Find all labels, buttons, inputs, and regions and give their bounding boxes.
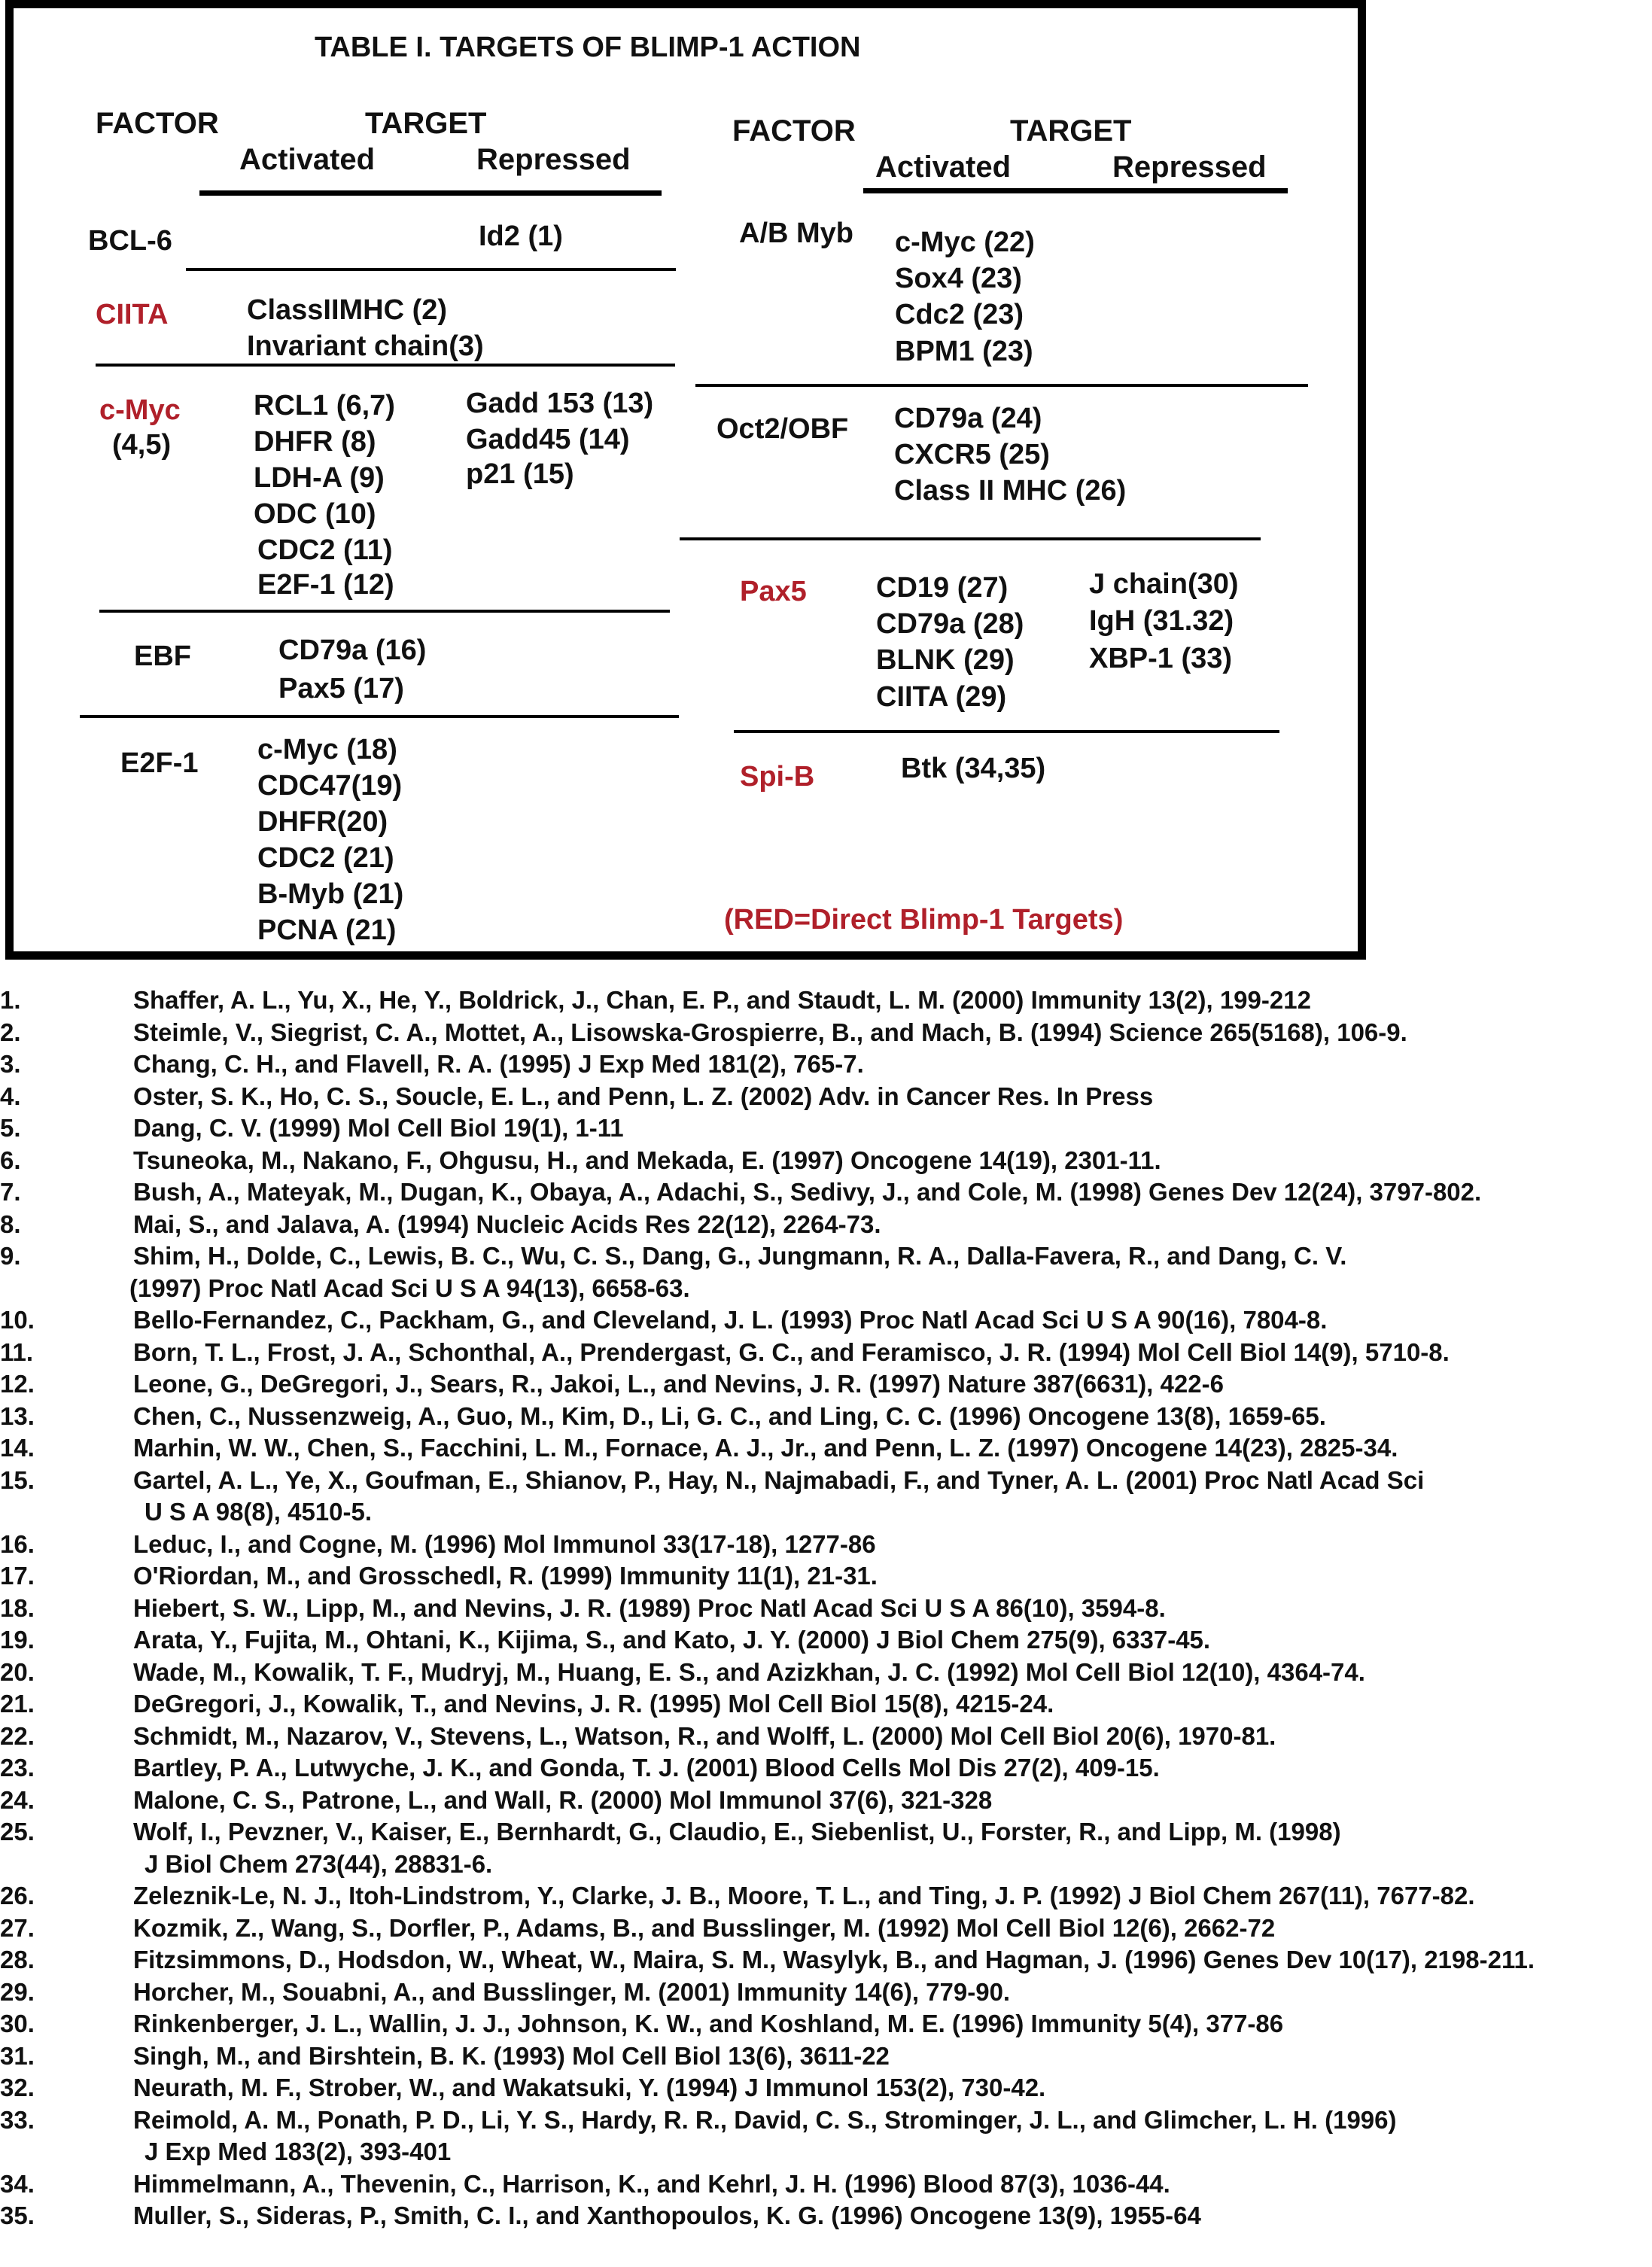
reference-text-continued: J Exp Med 183(2), 393-401 bbox=[145, 2138, 452, 2165]
reference-number: 3. bbox=[0, 1050, 21, 1078]
reference-text: Bush, A., Mateyak, M., Dugan, K., Obaya, A., Adachi, S., Sedivy, J., and Cole, M. (1998) Genes Dev 12(24), 3797-802. bbox=[133, 1178, 1482, 1206]
reference-number: 22. bbox=[0, 1721, 35, 1750]
reference-text: Chang, C. H., and Flavell, R. A. (1995) J Exp Med 181(2), 765-7. bbox=[133, 1050, 864, 1078]
left-header-rule bbox=[199, 190, 662, 196]
reference-text: Mai, S., and Jalava, A. (1994) Nucleic Acids Res 22(12), 2264-73. bbox=[133, 1210, 881, 1238]
reference-item bbox=[0, 1018, 1652, 1051]
activated-target: Sox4 (23) bbox=[895, 263, 1022, 294]
right-activated-header: Activated bbox=[875, 151, 1012, 184]
repressed-target: p21 (15) bbox=[466, 458, 574, 490]
reference-number: 5. bbox=[0, 1114, 21, 1142]
reference-number: 27. bbox=[0, 1913, 35, 1942]
reference-item bbox=[0, 1306, 1652, 1338]
reference-number: 33. bbox=[0, 2105, 35, 2134]
activated-target: E2F-1 (12) bbox=[257, 569, 394, 601]
reference-text: Leone, G., DeGregori, J., Sears, R., Jakoi, L., and Nevins, J. R. (1997) Nature 387(6631), 422-6 bbox=[133, 1370, 1224, 1398]
reference-text: Marhin, W. W., Chen, S., Facchini, L. M., Fornace, A. J., Jr., and Penn, L. Z. (1997) Oncogene 14(23), 2825-34. bbox=[133, 1434, 1398, 1462]
left-repressed-header: Repressed bbox=[476, 143, 631, 176]
reference-item bbox=[0, 1626, 1652, 1658]
reference-number: 29. bbox=[0, 1977, 35, 2006]
reference-item bbox=[0, 1690, 1652, 1722]
reference-item bbox=[0, 1082, 1652, 1115]
reference-text: DeGregori, J., Kowalik, T., and Nevins, J. R. (1995) Mol Cell Biol 15(8), 4215-24. bbox=[133, 1690, 1054, 1718]
reference-number: 6. bbox=[0, 1146, 21, 1174]
reference-item bbox=[0, 1466, 1652, 1530]
activated-target: Cdc2 (23) bbox=[895, 299, 1024, 330]
reference-text: Shaffer, A. L., Yu, X., He, Y., Boldrick, J., Chan, E. P., and Staudt, L. M. (2000) Immunity 13(2), 199-212 bbox=[133, 986, 1311, 1014]
reference-item bbox=[0, 1946, 1652, 1978]
reference-item bbox=[0, 1818, 1652, 1882]
factor-bcl6: BCL-6 bbox=[88, 225, 172, 257]
activated-target: CD79a (16) bbox=[278, 634, 427, 666]
activated-target: Class II MHC (26) bbox=[894, 475, 1127, 507]
row-divider bbox=[99, 610, 670, 613]
reference-text-continued: (1997) Proc Natl Acad Sci U S A 94(13), 6658-63. bbox=[129, 1273, 690, 1302]
reference-text: Bello-Fernandez, C., Packham, G., and Cleveland, J. L. (1993) Proc Natl Acad Sci U S A 90(16), 7804-8. bbox=[133, 1306, 1328, 1334]
activated-target: CDC2 (21) bbox=[257, 842, 394, 874]
left-factor-header: FACTOR bbox=[96, 107, 219, 140]
activated-target: Btk (34,35) bbox=[901, 753, 1046, 784]
row-divider bbox=[96, 364, 675, 367]
reference-number: 28. bbox=[0, 1946, 35, 1973]
reference-text: Malone, C. S., Patrone, L., and Wall, R. (2000) Mol Immunol 37(6), 321-328 bbox=[133, 1785, 993, 1814]
reference-number: 16. bbox=[0, 1529, 35, 1558]
reference-text: Neurath, M. F., Strober, W., and Wakatsuki, Y. (1994) J Immunol 153(2), 730-42. bbox=[133, 2074, 1046, 2101]
activated-target: CIITA (29) bbox=[876, 681, 1007, 713]
left-activated-header: Activated bbox=[239, 143, 376, 176]
legend-direct-targets: (RED=Direct Blimp-1 Targets) bbox=[724, 904, 1124, 936]
reference-item bbox=[0, 1562, 1652, 1594]
activated-target: BPM1 (23) bbox=[895, 336, 1033, 367]
reference-item bbox=[0, 1114, 1652, 1146]
reference-item bbox=[0, 1658, 1652, 1690]
activated-target: RCL1 (6,7) bbox=[254, 390, 395, 421]
reference-text: Zeleznik-Le, N. J., Itoh-Lindstrom, Y., Clarke, J. B., Moore, T. L., and Ting, J. P. (1992) J Biol Chem 267(11), 7677-82. bbox=[133, 1882, 1475, 1909]
reference-number: 23. bbox=[0, 1754, 35, 1782]
reference-item bbox=[0, 2042, 1652, 2074]
reference-number: 34. bbox=[0, 2169, 35, 2198]
right-factor-header: FACTOR bbox=[732, 114, 856, 148]
reference-number: 1. bbox=[0, 986, 21, 1014]
reference-text: Wolf, I., Pevzner, V., Kaiser, E., Bernhardt, G., Claudio, E., Siebenlist, U., Forster, R., and Lipp, M. (1998) bbox=[133, 1818, 1341, 1846]
reference-text: Singh, M., and Birshtein, B. K. (1993) Mol Cell Biol 13(6), 3611-22 bbox=[133, 2041, 890, 2070]
reference-item bbox=[0, 1370, 1652, 1402]
reference-number: 25. bbox=[0, 1818, 35, 1846]
reference-number: 21. bbox=[0, 1690, 35, 1718]
reference-number: 35. bbox=[0, 2202, 35, 2229]
reference-item bbox=[0, 1594, 1652, 1626]
reference-item bbox=[0, 1530, 1652, 1563]
activated-target: Invariant chain(3) bbox=[247, 330, 484, 362]
repressed-target: J chain(30) bbox=[1089, 568, 1239, 600]
reference-number: 9. bbox=[0, 1242, 21, 1270]
reference-text: Schmidt, M., Nazarov, V., Stevens, L., Watson, R., and Wolff, L. (2000) Mol Cell Biol 20(6), 1970-81. bbox=[133, 1721, 1276, 1750]
reference-number: 13. bbox=[0, 1401, 35, 1430]
reference-text: Born, T. L., Frost, J. A., Schonthal, A., Prendergast, G. C., and Feramisco, J. R. (1994) Mol Cell Biol 14(9), 5710-8. bbox=[133, 1337, 1450, 1366]
reference-text: Hiebert, S. W., Lipp, M., and Nevins, J. R. (1989) Proc Natl Acad Sci U S A 86(10), 3594-8. bbox=[133, 1593, 1166, 1622]
activated-target: CXCR5 (25) bbox=[894, 439, 1050, 470]
activated-target: PCNA (21) bbox=[257, 914, 397, 946]
reference-number: 10. bbox=[0, 1306, 35, 1334]
activated-target: c-Myc (22) bbox=[895, 227, 1035, 258]
reference-item bbox=[0, 1754, 1652, 1786]
reference-item bbox=[0, 1434, 1652, 1466]
reference-text: Reimold, A. M., Ponath, P. D., Li, Y. S., Hardy, R. R., David, C. S., Strominger, J. L., and Glimcher, L. H. (1996) bbox=[133, 2105, 1397, 2134]
reference-text: Leduc, I., and Cogne, M. (1996) Mol Immunol 33(17-18), 1277-86 bbox=[133, 1529, 876, 1558]
factor-e2f1: E2F-1 bbox=[120, 747, 199, 779]
reference-item bbox=[0, 2202, 1652, 2234]
left-target-header: TARGET bbox=[365, 107, 487, 140]
table-title: TABLE I. TARGETS OF BLIMP-1 ACTION bbox=[315, 32, 861, 63]
reference-number: 31. bbox=[0, 2041, 35, 2070]
activated-target: CD19 (27) bbox=[876, 572, 1009, 604]
activated-target: CDC47(19) bbox=[257, 770, 403, 802]
reference-item bbox=[0, 1882, 1652, 1914]
reference-item bbox=[0, 1978, 1652, 2010]
reference-number: 20. bbox=[0, 1657, 35, 1686]
row-divider bbox=[186, 268, 676, 271]
right-header-rule bbox=[863, 188, 1288, 193]
reference-list bbox=[0, 986, 1652, 2234]
activated-target: CD79a (28) bbox=[876, 608, 1024, 640]
reference-text: Himmelmann, A., Thevenin, C., Harrison, K., and Kehrl, J. H. (1996) Blood 87(3), 1036-44. bbox=[133, 2169, 1170, 2198]
reference-number: 14. bbox=[0, 1434, 35, 1462]
right-target-header: TARGET bbox=[1010, 114, 1132, 148]
reference-item bbox=[0, 2106, 1652, 2170]
reference-text: Steimle, V., Siegrist, C. A., Mottet, A., Lisowska-Grospierre, B., and Mach, B. (1994) Science 265(5168), 106-9. bbox=[133, 1018, 1407, 1046]
reference-text: Muller, S., Sideras, P., Smith, C. I., and Xanthopoulos, K. G. (1996) Oncogene 13(9), 1955-64 bbox=[133, 2202, 1201, 2229]
reference-item bbox=[0, 2074, 1652, 2106]
reference-text: Fitzsimmons, D., Hodsdon, W., Wheat, W., Maira, S. M., Wasylyk, B., and Hagman, J. (1996) Genes Dev 10(17), 2198-211. bbox=[133, 1946, 1535, 1973]
reference-item bbox=[0, 2170, 1652, 2202]
reference-number: 15. bbox=[0, 1465, 35, 1494]
factor-ciita: CIITA bbox=[96, 299, 169, 330]
reference-number: 8. bbox=[0, 1210, 21, 1238]
activated-target: LDH-A (9) bbox=[254, 462, 385, 494]
reference-number: 17. bbox=[0, 1562, 35, 1590]
row-divider bbox=[695, 384, 1308, 387]
reference-number: 30. bbox=[0, 2010, 35, 2037]
reference-text: Shim, H., Dolde, C., Lewis, B. C., Wu, C. S., Dang, G., Jungmann, R. A., Dalla-Favera, R., and Dang, C. V. bbox=[133, 1242, 1347, 1270]
reference-number: 11. bbox=[0, 1337, 34, 1366]
reference-number: 26. bbox=[0, 1882, 35, 1909]
repressed-target: Gadd45 (14) bbox=[466, 424, 630, 455]
reference-number: 24. bbox=[0, 1785, 35, 1814]
reference-item bbox=[0, 1178, 1652, 1210]
factor-c-myc: c-Myc bbox=[99, 394, 181, 426]
activated-target: B-Myb (21) bbox=[257, 878, 404, 910]
activated-target: CDC2 (11) bbox=[257, 534, 393, 566]
reference-number: 2. bbox=[0, 1018, 21, 1046]
reference-item bbox=[0, 2010, 1652, 2042]
reference-text: Wade, M., Kowalik, T. F., Mudryj, M., Huang, E. S., and Azizkhan, J. C. (1992) Mol Cell Biol 12(10), 4364-74. bbox=[133, 1657, 1365, 1686]
reference-number: 19. bbox=[0, 1626, 35, 1654]
reference-text: Chen, C., Nussenzweig, A., Guo, M., Kim, D., Li, G. C., and Ling, C. C. (1996) Oncogene 13(8), 1659-65. bbox=[133, 1401, 1326, 1430]
factor-oct2-obf: Oct2/OBF bbox=[716, 413, 849, 445]
activated-target: ClassIIMHC (2) bbox=[247, 294, 448, 326]
activated-target: Pax5 (17) bbox=[278, 673, 404, 704]
factor-spi-b: Spi-B bbox=[740, 761, 815, 793]
row-divider bbox=[80, 715, 679, 718]
row-divider bbox=[680, 537, 1261, 540]
repressed-target: IgH (31.32) bbox=[1089, 605, 1234, 637]
activated-target: CD79a (24) bbox=[894, 403, 1042, 434]
reference-item bbox=[0, 1722, 1652, 1754]
activated-target: BLNK (29) bbox=[876, 644, 1015, 676]
repressed-target: Gadd 153 (13) bbox=[466, 388, 654, 419]
reference-text: Rinkenberger, J. L., Wallin, J. J., Johnson, K. W., and Koshland, M. E. (1996) Immunity 5(4), 377-86 bbox=[133, 2010, 1284, 2037]
factor-ab-myb: A/B Myb bbox=[739, 218, 853, 249]
reference-item bbox=[0, 1914, 1652, 1946]
reference-item bbox=[0, 1402, 1652, 1435]
reference-text: O'Riordan, M., and Grosschedl, R. (1999) Immunity 11(1), 21-31. bbox=[133, 1562, 878, 1590]
repressed-target: Id2 (1) bbox=[479, 221, 563, 252]
reference-item bbox=[0, 986, 1652, 1018]
reference-number: 18. bbox=[0, 1593, 35, 1622]
reference-text: Tsuneoka, M., Nakano, F., Ohgusu, H., and Mekada, E. (1997) Oncogene 14(19), 2301-11. bbox=[133, 1146, 1161, 1174]
reference-item bbox=[0, 1242, 1652, 1306]
reference-number: 32. bbox=[0, 2074, 35, 2101]
repressed-target: XBP-1 (33) bbox=[1089, 643, 1233, 674]
reference-text: Kozmik, Z., Wang, S., Dorfler, P., Adams, B., and Busslinger, M. (1992) Mol Cell Biol 12(6), 2662-72 bbox=[133, 1913, 1276, 1942]
reference-item bbox=[0, 1146, 1652, 1179]
reference-item bbox=[0, 1338, 1652, 1371]
activated-target: DHFR(20) bbox=[257, 806, 388, 838]
reference-text: Horcher, M., Souabni, A., and Busslinger, M. (2001) Immunity 14(6), 779-90. bbox=[133, 1977, 1011, 2006]
factor-ebf: EBF bbox=[134, 641, 191, 672]
reference-number: 7. bbox=[0, 1178, 21, 1206]
table-frame bbox=[5, 0, 1366, 960]
factor-pax5: Pax5 bbox=[740, 576, 807, 607]
row-divider bbox=[734, 730, 1279, 733]
reference-item bbox=[0, 1786, 1652, 1818]
reference-text: Oster, S. K., Ho, C. S., Soucle, E. L., and Penn, L. Z. (2002) Adv. in Cancer Res. In Press bbox=[133, 1082, 1154, 1110]
activated-target: c-Myc (18) bbox=[257, 734, 397, 765]
activated-target: DHFR (8) bbox=[254, 426, 376, 458]
reference-item bbox=[0, 1210, 1652, 1243]
right-repressed-header: Repressed bbox=[1112, 151, 1267, 184]
reference-text: Bartley, P. A., Lutwyche, J. K., and Gonda, T. J. (2001) Blood Cells Mol Dis 27(2), 409-15. bbox=[133, 1754, 1160, 1782]
reference-text-continued: J Biol Chem 273(44), 28831-6. bbox=[145, 1849, 493, 1878]
reference-number: 4. bbox=[0, 1082, 21, 1110]
factor-c-myc-refs: (4,5) bbox=[112, 429, 172, 461]
reference-text: Dang, C. V. (1999) Mol Cell Biol 19(1), 1-11 bbox=[133, 1114, 624, 1142]
reference-text-continued: U S A 98(8), 4510-5. bbox=[145, 1498, 373, 1526]
reference-number: 12. bbox=[0, 1370, 35, 1398]
activated-target: ODC (10) bbox=[254, 498, 376, 530]
reference-text: Arata, Y., Fujita, M., Ohtani, K., Kijima, S., and Kato, J. Y. (2000) J Biol Chem 275(9), 6337-45. bbox=[133, 1626, 1211, 1654]
reference-text: Gartel, A. L., Ye, X., Goufman, E., Shianov, P., Hay, N., Najmabadi, F., and Tyner, A. L. (2001) Proc Natl Acad Sci bbox=[133, 1465, 1425, 1494]
reference-item bbox=[0, 1050, 1652, 1082]
